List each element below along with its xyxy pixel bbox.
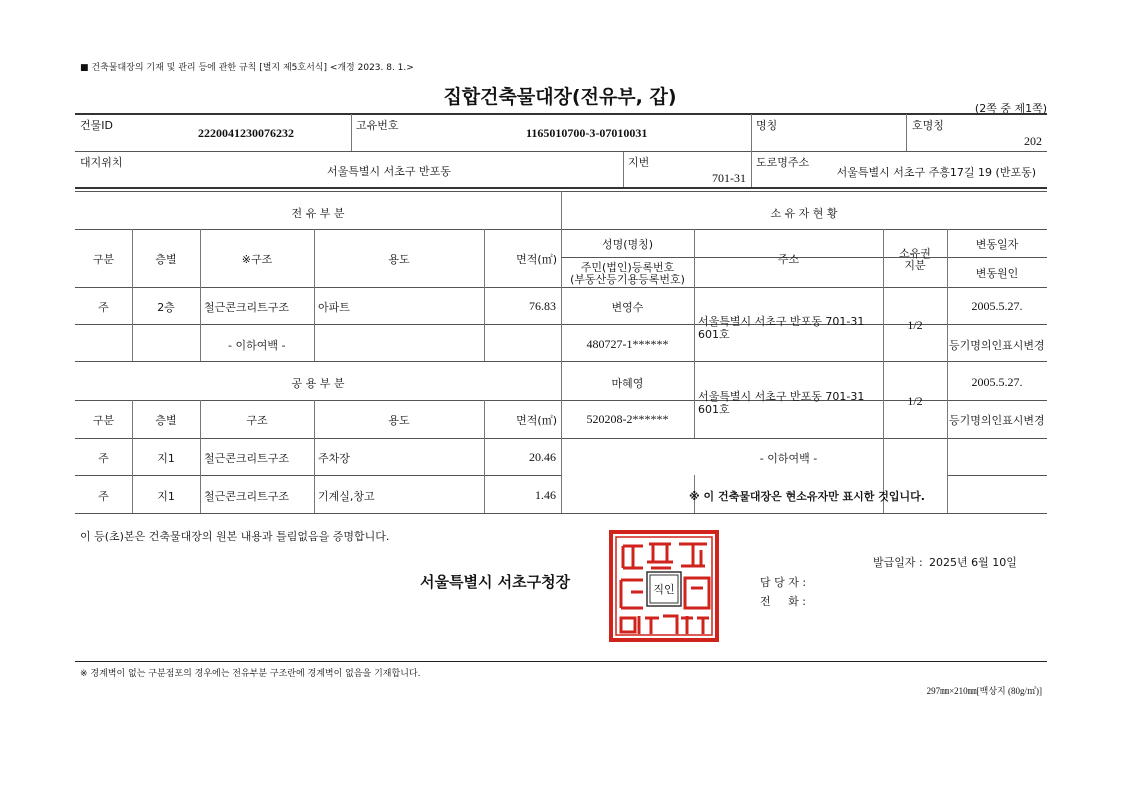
seal-text: 직인: [653, 583, 675, 596]
certification-statement: 이 등(초)본은 건축물대장의 원본 내용과 틀림없음을 증명합니다.: [80, 530, 390, 543]
owner-1-change-date: 2005.5.27.: [971, 299, 1023, 313]
building-id-value: 2220041230076232: [198, 126, 294, 140]
owner-2-share: 1/2: [907, 394, 923, 408]
unique-number-value: 1165010700-3-07010031: [526, 126, 648, 140]
exclusive-row-area: 76.83: [529, 299, 556, 313]
owner-section-title: 소 유 자 현 황: [770, 207, 838, 220]
owner-1-name: 변영수: [611, 301, 644, 314]
building-id-label: 건물ID: [80, 119, 113, 132]
owner-2-change-date: 2005.5.27.: [971, 375, 1023, 389]
common-row-1-type: 주: [98, 452, 109, 465]
owner-header-reg-1: 주민(법인)등록번호: [580, 261, 675, 274]
exclusive-header-type: 구분: [92, 253, 115, 266]
owner-2-change-reason: 등기명의인표시변경: [949, 414, 1045, 427]
seal-icon: [609, 530, 719, 642]
exclusive-header-area: 면적(㎡): [516, 253, 557, 266]
issue-date-label: 발급일자 :: [873, 556, 923, 569]
common-row-1-use: 주차장: [318, 452, 350, 465]
owner-header-reg-2: (부동산등기용등록번호): [570, 273, 685, 286]
common-row-2-floor: 지1: [157, 490, 175, 503]
exclusive-blank-note: - 이하여백 -: [228, 339, 286, 352]
owner-blank-note: - 이하여백 -: [759, 452, 818, 465]
owner-1-share: 1/2: [907, 318, 923, 332]
owner-2-name: 마혜영: [611, 377, 644, 390]
common-header-structure: 구조: [246, 414, 268, 427]
road-address-value: 서울특별시 서초구 주흥17길 19 (반포동): [836, 166, 1036, 179]
common-row-2-structure: 철근콘크리트구조: [204, 490, 290, 503]
phone-label: 전 화 :: [760, 595, 806, 608]
issue-date: 2025년 6월 10일: [929, 556, 1017, 569]
unit-name-value: 202: [1024, 134, 1042, 148]
site-location-value: 서울특별시 서초구 반포동: [327, 165, 451, 178]
owner-header-share-1: 소유권: [899, 247, 931, 260]
lot-number-label: 지번: [628, 156, 650, 169]
common-header-area: 면적(㎡): [516, 414, 557, 427]
regulation-note: ■ 건축물대장의 기재 및 관리 등에 관한 규칙 [별지 제5호서식] <개정 2023. 8. 1.>: [80, 63, 414, 73]
common-row-2-use: 기계실,창고: [318, 490, 375, 503]
owner-1-change-reason: 등기명의인표시변경: [949, 339, 1045, 352]
officer-label: 담 당 자 :: [760, 576, 807, 589]
paper-spec: 297㎜×210㎜[백상지 (80g/㎡)]: [926, 686, 1042, 696]
name-label: 명칭: [756, 119, 778, 132]
common-header-floor: 층별: [155, 414, 177, 427]
unique-number-label: 고유번호: [356, 119, 399, 132]
exclusive-section-title: 전 유 부 분: [291, 207, 345, 220]
exclusive-row-type: 주: [98, 301, 109, 314]
exclusive-header-use: 용도: [388, 253, 410, 266]
owner-header-address: 주소: [777, 253, 800, 266]
owner-1-reg: 480727-1******: [586, 337, 669, 351]
official-seal: [609, 530, 719, 642]
exclusive-header-floor: 층별: [155, 253, 177, 266]
site-location-label: 대지위치: [80, 156, 123, 169]
owner-1-address-line2: 601호: [698, 328, 730, 341]
owner-2-reg: 520208-2******: [586, 412, 669, 426]
common-header-type: 구분: [92, 414, 115, 427]
footer-note: ※ 경계벽이 없는 구분점포의 경우에는 전유부분 구조란에 경계벽이 없음을 기재합니다.: [80, 669, 421, 679]
common-section-title: 공 용 부 분: [291, 377, 345, 390]
owner-header-name: 성명(명칭): [601, 238, 654, 251]
common-row-1-area: 20.46: [529, 450, 556, 464]
common-row-1-structure: 철근콘크리트구조: [204, 452, 290, 465]
common-row-1-floor: 지1: [157, 452, 175, 465]
owner-header-change-reason: 변동원인: [975, 267, 1019, 280]
exclusive-row-use: 아파트: [318, 301, 350, 314]
owner-2-address-line2: 601호: [698, 403, 730, 416]
issuer-name: 서울특별시 서초구청장: [420, 573, 571, 591]
owner-2-address-line1: 서울특별시 서초구 반포동 701-31: [698, 390, 865, 403]
owner-1-address-line1: 서울특별시 서초구 반포동 701-31: [698, 315, 865, 328]
document-title: 집합건축물대장(전유부, 갑): [443, 86, 677, 108]
common-row-2-area: 1.46: [535, 488, 556, 502]
unit-name-label: 호명칭: [912, 119, 944, 132]
exclusive-row-floor: 2층: [157, 301, 175, 314]
exclusive-header-structure: ※구조: [241, 253, 273, 266]
common-header-use: 용도: [388, 414, 410, 427]
lot-number-value: 701-31: [712, 171, 746, 185]
owner-header-change-date: 변동일자: [975, 238, 1019, 251]
road-address-label: 도로명주소: [756, 156, 810, 169]
common-row-2-type: 주: [98, 490, 109, 503]
exclusive-row-structure: 철근콘크리트구조: [204, 301, 290, 314]
current-owner-note: ※ 이 건축물대장은 현소유자만 표시한 것입니다.: [689, 490, 925, 503]
page-info: (2쪽 중 제1쪽): [974, 102, 1047, 115]
owner-header-share-2: 지분: [904, 259, 926, 272]
